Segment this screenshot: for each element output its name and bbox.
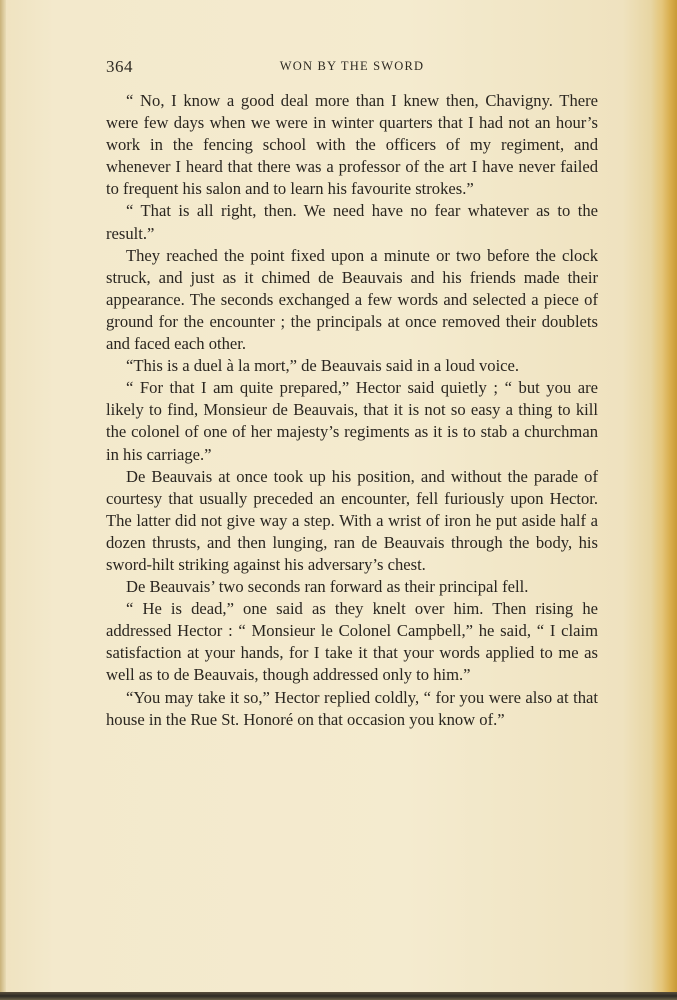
paragraph: They reached the point fixed upon a minute or two before the clock struck, and just as it chimed de Beauvais and his friends made their appearance. The seconds exchanged a few words and selected a piece of ground for the encounter ; the principals at once removed their doublets and faced each other. [106,245,598,354]
paragraph: De Beauvais at once took up his position, and without the parade of courtesy that usually preceded an encounter, fell furiously upon Hector. The latter did not give way a step. With a wrist of iron he put aside half a dozen thrusts, and then lunging, ran de Beauvais through the body, his sword-hilt striking against his adversary’s chest. [106,466,598,574]
page-bottom-edge [0,992,677,1000]
paragraph: “ That is all right, then. We need have no fear whatever as to the result.” [106,201,598,243]
page-number: 364 [106,57,133,76]
paragraph: “ No, I know a good deal more than I knew then, Chavigny. There were few days when we were in winter quarters that I had not an hour’s work in the fencing school with the officers of my regiment, and whenever I heard that there was a professor of the art I have never failed to frequent his salon and to learn his favourite strokes.” [106,91,598,199]
page-header [106,57,598,79]
paragraph: “ For that I am quite prepared,” Hector said quietly ; “ but you are likely to find, Monsieur de Beauvais, that it is not so easy a thing to kill the colonel of one of her majesty’s regiments as it is to stab a churchman in his carriage.” [106,378,598,464]
running-head: WON BY THE SWORD [279,59,425,73]
page-gutter-shadow [651,0,677,1000]
paragraph: “This is a duel à la mort,” de Beauvais said in a loud voice. [126,356,520,376]
page-left-edge [0,0,6,1000]
paragraph: “You may take it so,” Hector replied coldly, “ for you were also at that house in the Rue St. Honoré on that occasion you know of.” [106,687,598,729]
paragraph: De Beauvais’ two seconds ran forward as their principal fell. [126,577,529,597]
body-text [106,90,598,731]
paragraph: “ He is dead,” one said as they knelt over him. Then rising he addressed Hector : “ Monsieur le Colonel Campbell,” he said, “ I claim satisfaction at your hands, for I take it that your words applied to me as well as to de Beauvais, though addressed only to him.” [106,599,598,685]
